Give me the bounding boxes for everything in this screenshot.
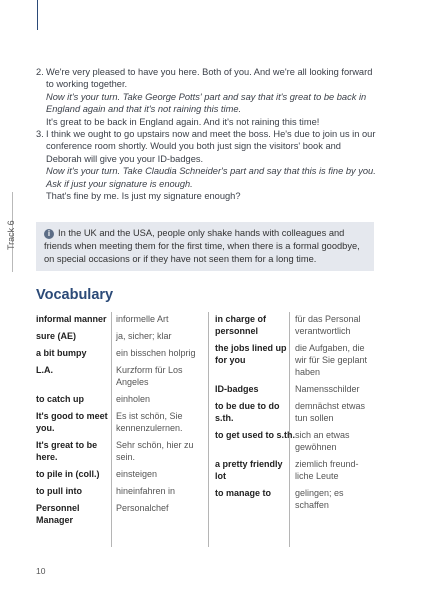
vocab-row	[215, 458, 375, 482]
vocab-translation: Sehr schön, hier zu sein.	[116, 440, 194, 462]
vocab-term: Personnel Manager	[36, 503, 80, 525]
vocab-translation: ziemlich freund-liche Leute	[295, 459, 359, 481]
vocab-row	[36, 330, 206, 342]
vocab-translation: die Aufgaben, die wir für Sie geplant haben	[295, 343, 368, 377]
vocab-left-column	[36, 313, 206, 531]
info-note-text: In the UK and the USA, people only shake hands with colleagues and friends when meeting them for the first time, when there is a formal goodbye, on special occasions or if they have not seen them for a long time.	[44, 228, 360, 264]
vocab-term: to be due to do s.th.	[215, 401, 280, 423]
track-label: Track 6	[6, 220, 16, 250]
vocab-term: to catch up	[36, 394, 85, 404]
vocab-term: the jobs lined up for you	[215, 343, 287, 365]
dialogue-line: I think we ought to go upstairs now and meet the boss. He's due to join us in our conference room shortly. Would you both just sign the visitors' book and Deborah will give you your ID-badges.	[46, 129, 376, 164]
vocab-term: sure (AE)	[36, 331, 77, 341]
vocab-translation: Kurzform für Los Angeles	[116, 365, 183, 387]
vocab-row	[215, 313, 375, 337]
vocab-row	[215, 383, 375, 395]
item-number: 2.	[36, 67, 44, 77]
vocab-term: It's great to be here.	[36, 440, 98, 462]
vocab-term: to pull into	[36, 486, 82, 496]
vocab-row	[36, 468, 206, 480]
dialogue-item	[36, 66, 378, 128]
vocab-translation: informelle Art	[116, 314, 169, 324]
vocab-term: to get used to s.th.	[215, 430, 295, 440]
vocab-row	[36, 502, 206, 526]
vocab-row	[215, 342, 375, 378]
vocab-term: in charge of personnel	[215, 314, 267, 336]
vocab-translation: ja, sicher; klar	[116, 331, 172, 341]
top-rule	[37, 0, 38, 30]
vocab-translation: hineinfahren in	[116, 486, 176, 496]
dialogue	[36, 66, 378, 202]
vocab-row	[36, 439, 206, 463]
vocab-right-column	[215, 313, 375, 516]
vocab-translation: ein bisschen holprig	[116, 348, 196, 358]
vocab-term: a bit bumpy	[36, 348, 87, 358]
vocab-term: ID-badges	[215, 384, 259, 394]
vocabulary-title: Vocabulary	[36, 287, 114, 303]
dialogue-line: That's fine by me. Is just my signature enough?	[46, 191, 241, 202]
instruction-line: Now it's your turn. Take George Potts' part and say that it's great to be back in England again and that it's not raining this time.	[46, 91, 367, 115]
column-rule	[208, 312, 209, 547]
vocab-translation: demnächst etwas tun sollen	[295, 401, 366, 423]
info-icon: i	[44, 229, 54, 239]
vocab-row	[215, 429, 375, 453]
vocab-translation: sich an etwas gewöhnen	[295, 430, 350, 452]
vocab-translation: gelingen; es schaffen	[295, 488, 344, 510]
vocab-row	[36, 313, 206, 325]
item-number: 3.	[36, 129, 44, 140]
vocab-row	[36, 393, 206, 405]
vocab-translation: einsteigen	[116, 469, 158, 479]
vocab-translation: Es ist schön, Sie kennenzulernen.	[116, 411, 183, 433]
vocab-row	[36, 410, 206, 434]
dialogue-line: It's great to be back in England again. And it's not raining this time!	[46, 116, 320, 127]
dialogue-line: We're very pleased to have you here. Both of you. And we're all looking forward to working together.	[46, 67, 373, 90]
vocab-translation: einholen	[116, 394, 151, 404]
page-number: 10	[36, 566, 46, 576]
vocab-term: to manage to	[215, 488, 272, 498]
vocab-term: informal manner	[36, 314, 107, 324]
vocab-term: It's good to meet you.	[36, 411, 108, 433]
vocab-row	[215, 400, 375, 424]
vocab-term: a pretty friendly lot	[215, 459, 283, 481]
vocab-translation: für das Personal verantwortlich	[295, 314, 361, 336]
vocab-row	[215, 487, 375, 511]
dialogue-item	[36, 128, 378, 202]
vocab-row	[36, 364, 206, 388]
instruction-line: Now it's your turn. Take Claudia Schneider's part and say that this is fine by you. Ask if just your signature is enough.	[46, 166, 376, 189]
vocab-term: to pile in (coll.)	[36, 469, 100, 479]
vocab-translation: Namensschilder	[295, 384, 360, 394]
vocab-row	[36, 347, 206, 359]
vocab-translation: Personalchef	[116, 503, 169, 513]
vocab-term: L.A.	[36, 365, 53, 375]
info-note	[36, 222, 374, 271]
vocab-row	[36, 485, 206, 497]
